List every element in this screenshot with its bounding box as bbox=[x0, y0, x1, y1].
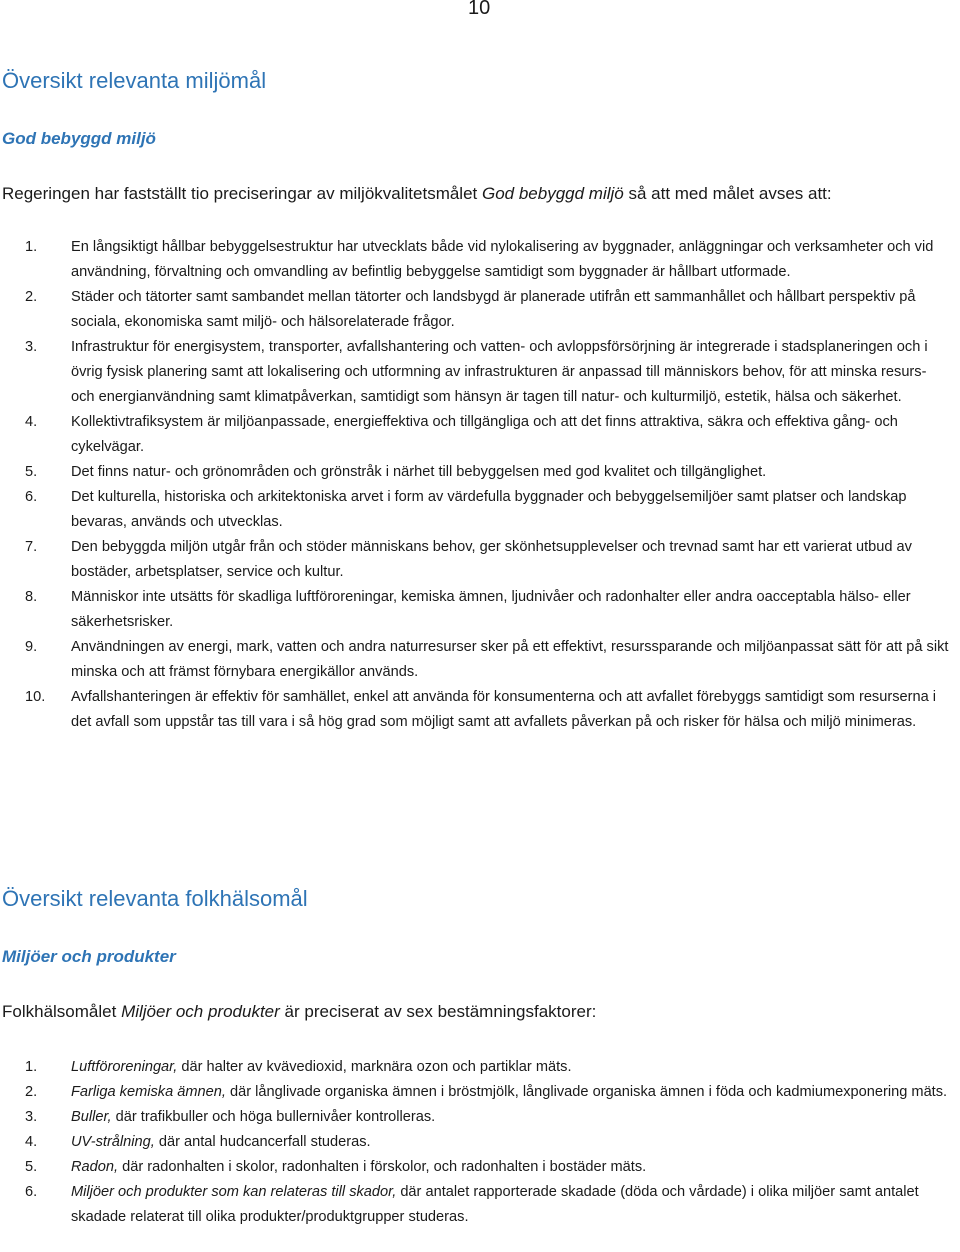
section-heading-miljomal: Översikt relevanta miljömål bbox=[2, 68, 267, 93]
page-number: 10 bbox=[468, 0, 491, 19]
list-item: 6. Miljöer och produkter som kan relateras till skador, där antalet rapporterade skadade (döda och vårdade) i olika miljöer samt antalet skadade relaterat till olika produkter/produktgrupper studeras. bbox=[25, 1184, 919, 1225]
list-item: 2. Städer och tätorter samt sambandet mellan tätorter och landsbygd är planerade utifrån ett sammanhållet och hållbart perspektiv på sociala, ekonomiska samt miljö- och hälsorelaterade frågor. bbox=[25, 289, 916, 330]
list-item: 9. Användningen av energi, mark, vatten och andra naturresurser sker på ett effektivt, resurssparande och miljöanpassat sätt för att på sikt minska och att främst förnybara energikällor används. bbox=[25, 639, 949, 680]
list-item: 8. Människor inte utsätts för skadliga luftföroreningar, kemiska ämnen, ljudnivåer och radonhalter eller andra oacceptabla hälso- eller säkerhetsrisker. bbox=[25, 589, 911, 630]
list-item: 4. Kollektivtrafiksystem är miljöanpassade, energieffektiva och tillgängliga och att det finns attraktiva, säkra och effektiva gång- och cykelvägar. bbox=[25, 414, 898, 455]
list-item: 2. Farliga kemiska ämnen, där långlivade organiska ämnen i bröstmjölk, långlivade organiska ämnen i föda och kadmiumexponering mäts. bbox=[25, 1084, 948, 1100]
list-item: 4. UV-strålning, där antal hudcancerfall studeras. bbox=[25, 1134, 371, 1150]
list-item: 6. Det kulturella, historiska och arkitektoniska arvet i form av värdefulla byggnader och bebyggelsemiljöer samt platser och landskap bevaras, används och utvecklas. bbox=[25, 489, 907, 530]
list-item: 10. Avfallshanteringen är effektiv för samhället, enkel att använda för konsumenterna och att avfallet förebyggs samtidigt som resurserna i det avfall som uppstår tas till vara i så hög grad som möjligt samt att avfallets påverkan på och risker för hälsa och miljö minimeras. bbox=[25, 689, 937, 730]
list-item: 5. Radon, där radonhalten i skolor, radonhalten i förskolor, och radonhalten i bostäder mäts. bbox=[25, 1159, 647, 1175]
miljomal-precisering-list bbox=[0, 235, 954, 735]
list-item: 3. Buller, där trafikbuller och höga bullernivåer kontrolleras. bbox=[25, 1109, 436, 1125]
list-item: 1. En långsiktigt hållbar bebyggelsestruktur har utvecklats både vid nylokalisering av byggnader, anläggningar och verksamheter och vid användning, förvaltning och omvandling av befintlig bebyggelse samtidigt som byggnader är hållbart utformade. bbox=[25, 239, 934, 280]
list-item: 5. Det finns natur- och grönområden och grönstråk i närhet till bebyggelsen med god kvalitet och tillgänglighet. bbox=[25, 464, 767, 480]
list-item: 7. Den bebyggda miljön utgår från och stöder människans behov, ger skönhetsupplevelser och trevnad samt har ett varierat utbud av bostäder, arbetsplatser, service och kultur. bbox=[25, 539, 912, 580]
bestamningsfaktor-list bbox=[0, 1055, 954, 1230]
list-item: 1. Luftföroreningar, där halter av kvävedioxid, marknära ozon och partiklar mäts. bbox=[25, 1059, 572, 1075]
section-intro-folkhalsomal: Folkhälsomålet Miljöer och produkter är preciserat av sex bestämningsfaktorer: bbox=[2, 1002, 597, 1021]
section-heading-folkhalsomal: Översikt relevanta folkhälsomål bbox=[2, 886, 308, 911]
section-intro-miljomal: Regeringen har fastställt tio preciseringar av miljökvalitetsmålet God bebyggd miljö så att med målet avses att: bbox=[2, 184, 832, 203]
section-subheading-god-bebyggd-miljo: God bebyggd miljö bbox=[2, 129, 156, 148]
list-item: 3. Infrastruktur för energisystem, transporter, avfallshantering och vatten- och avloppsförsörjning är integrerade i stadsplaneringen och i övrig fysisk planering samt att lokalisering och utformning av infrastrukturen är anpassad till människors behov, för att minska resurs- och energianvändning samt klimatpåverkan, samtidigt som hänsyn är tagen till natur- och kulturmiljö, estetik, hälsa och säkerhet. bbox=[25, 339, 928, 405]
section-subheading-miljoer-och-produkter: Miljöer och produkter bbox=[2, 947, 176, 966]
